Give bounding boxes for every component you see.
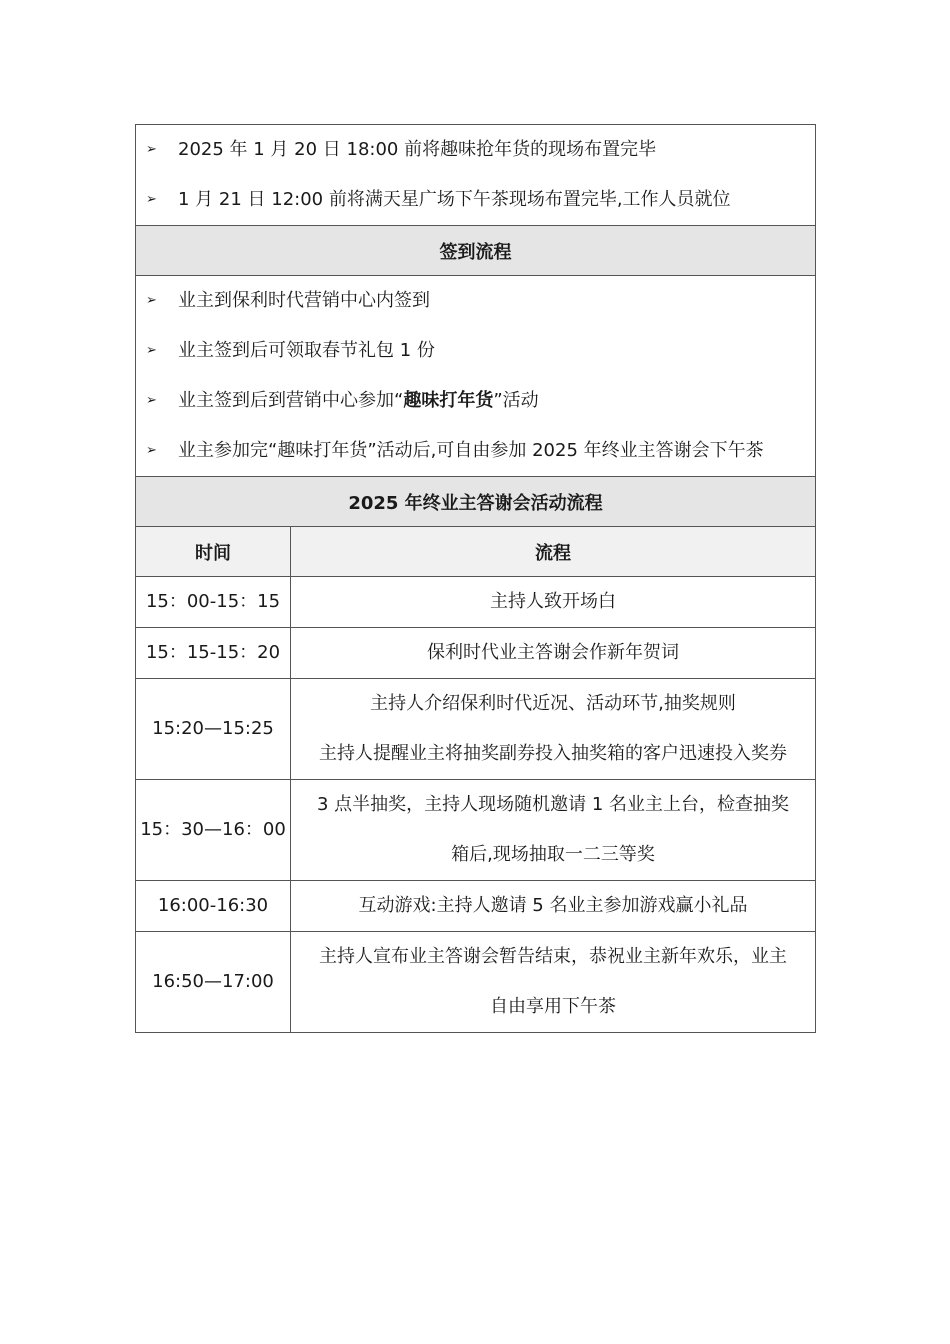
time-cell: 15:20—15:25: [136, 679, 291, 780]
list-item: ➢ 业主参加完“趣味打年货”活动后,可自由参加 2025 年终业主答谢会下午茶: [136, 426, 815, 476]
flow-cell: 主持人宣布业主答谢会暂告结束，恭祝业主新年欢乐，业主 自由享用下午茶: [291, 932, 816, 1033]
flow-cell: 保利时代业主答谢会作新年贺词: [291, 628, 816, 679]
table-row: [136, 577, 816, 628]
time-cell: 15：00-15：15: [136, 577, 291, 628]
arrow-bullet-icon: ➢: [146, 293, 157, 308]
arrow-bullet-icon: ➢: [146, 443, 157, 458]
table-row: [136, 679, 816, 780]
time-cell: 15：15-15：20: [136, 628, 291, 679]
schedule-section-title: 2025 年终业主答谢会活动流程: [136, 477, 816, 527]
prep-section: [136, 125, 816, 226]
table-row: [136, 780, 816, 881]
list-item: ➢ 2025 年 1 月 20 日 18:00 前将趣味抢年货的现场布置完毕: [136, 125, 815, 175]
event-document-table: [135, 124, 816, 1033]
table-row: [136, 628, 816, 679]
checkin-list: [136, 276, 816, 477]
flow-cell: 互动游戏:主持人邀请 5 名业主参加游戏赢小礼品: [291, 881, 816, 932]
activity-name: 趣味打年货: [403, 390, 494, 411]
column-header-flow: 流程: [291, 527, 816, 577]
list-item: ➢ 业主到保利时代营销中心内签到: [136, 276, 815, 326]
time-cell: 16:00-16:30: [136, 881, 291, 932]
list-item: ➢ 业主签到后可领取春节礼包 1 份: [136, 326, 815, 376]
time-cell: 16:50—17:00: [136, 932, 291, 1033]
checkin-section-title: 签到流程: [136, 226, 816, 276]
schedule-column-headers: [136, 527, 816, 577]
list-item: ➢ 业主签到后到营销中心参加“趣味打年货”活动: [136, 376, 815, 426]
flow-cell: 主持人致开场白: [291, 577, 816, 628]
table-row: [136, 932, 816, 1033]
list-item: ➢ 1 月 21 日 12:00 前将满天星广场下午茶现场布置完毕,工作人员就位: [136, 175, 815, 225]
arrow-bullet-icon: ➢: [146, 393, 157, 408]
column-header-time: 时间: [136, 527, 291, 577]
arrow-bullet-icon: ➢: [146, 192, 157, 207]
flow-cell: 主持人介绍保利时代近况、活动环节,抽奖规则 主持人提醒业主将抽奖副券投入抽奖箱的客户迅速投入奖券: [291, 679, 816, 780]
arrow-bullet-icon: ➢: [146, 343, 157, 358]
arrow-bullet-icon: ➢: [146, 142, 157, 157]
time-cell: 15：30—16：00: [136, 780, 291, 881]
checkin-section: [136, 276, 816, 477]
flow-cell: 3 点半抽奖，主持人现场随机邀请 1 名业主上台，检查抽奖 箱后,现场抽取一二三等奖: [291, 780, 816, 881]
table-row: [136, 881, 816, 932]
prep-list: [136, 125, 816, 226]
